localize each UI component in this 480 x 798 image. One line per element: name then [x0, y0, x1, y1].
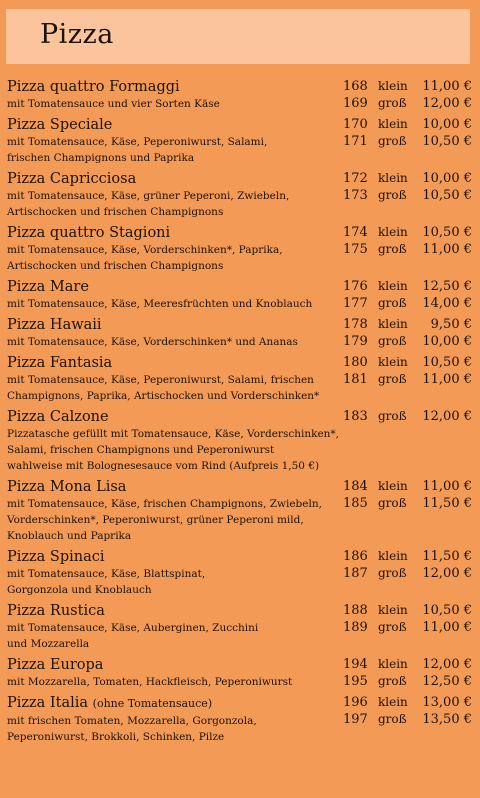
item-size: klein [378, 657, 408, 671]
price-row [338, 409, 472, 426]
menu-item [0, 354, 480, 404]
item-name-text: Pizza quattro Formaggi [7, 79, 180, 95]
item-name-text: Pizza Capricciosa [7, 171, 137, 187]
item-description: mit Tomatensauce, Käse, Peperoniwurst, Salami, [7, 136, 268, 148]
item-size: groß [378, 96, 407, 110]
item-number: 189 [343, 620, 368, 635]
price-row [338, 479, 472, 496]
price-row [338, 566, 472, 583]
item-prices [338, 317, 472, 351]
item-price: 14,00 € [422, 296, 472, 311]
price-row [338, 317, 472, 334]
item-size: klein [378, 317, 408, 331]
price-row [338, 712, 472, 729]
item-price: 10,00 € [422, 334, 472, 349]
item-size: groß [378, 620, 407, 634]
item-name-text: Pizza Hawaii [7, 317, 102, 333]
item-number: 181 [343, 372, 368, 387]
item-name-text: Pizza Italia [7, 695, 89, 711]
item-price: 11,00 € [422, 479, 472, 494]
item-number: 172 [343, 171, 368, 186]
item-prices [338, 171, 472, 205]
item-number: 175 [343, 242, 368, 257]
item-description: Salami, frischen Champignons und Peperoniwurst [7, 444, 275, 456]
item-number: 171 [343, 134, 368, 149]
price-row [338, 620, 472, 637]
item-description: mit Mozzarella, Tomaten, Hackfleisch, Peperoniwurst [7, 676, 293, 688]
item-description: mit Tomatensauce, Käse, Meeresfrüchten und Knoblauch [7, 298, 313, 310]
menu-item [0, 170, 480, 220]
item-description: Artischocken und frischen Champignons [7, 206, 224, 218]
price-row [338, 355, 472, 372]
item-description: Peperoniwurst, Brokkoli, Schinken, Pilze [7, 731, 225, 743]
price-row [338, 372, 472, 389]
item-size: klein [378, 225, 408, 239]
price-row [338, 225, 472, 242]
item-price: 10,00 € [422, 171, 472, 186]
item-number: 173 [343, 188, 368, 203]
item-price: 11,50 € [422, 496, 472, 511]
menu-item [0, 116, 480, 166]
item-number: 179 [343, 334, 368, 349]
item-prices [338, 695, 472, 729]
item-name-text: Pizza Fantasia [7, 355, 113, 371]
item-size: klein [378, 171, 408, 185]
price-row [338, 117, 472, 134]
price-row [338, 188, 472, 205]
menu-item [0, 224, 480, 274]
item-number: 168 [343, 79, 368, 94]
item-number: 170 [343, 117, 368, 132]
item-name-text: Pizza Spinaci [7, 549, 105, 565]
item-size: klein [378, 117, 408, 131]
item-description: mit Tomatensauce, Käse, grüner Peperoni, Zwiebeln, [7, 190, 290, 202]
price-row [338, 242, 472, 259]
item-size: klein [378, 549, 408, 563]
item-description: mit Tomatensauce, Käse, Vorderschinken*, Paprika, [7, 244, 283, 256]
price-row [338, 79, 472, 96]
item-description: mit Tomatensauce, Käse, Auberginen, Zucchini [7, 622, 259, 634]
item-size: groß [378, 409, 407, 423]
item-size: klein [378, 479, 408, 493]
item-description: mit Tomatensauce und vier Sorten Käse [7, 98, 220, 110]
item-size: groß [378, 296, 407, 310]
item-price: 10,50 € [422, 225, 472, 240]
item-description: und Mozzarella [7, 638, 90, 650]
item-size: groß [378, 496, 407, 510]
item-price: 12,00 € [422, 657, 472, 672]
item-price: 12,50 € [422, 279, 472, 294]
price-row [338, 334, 472, 351]
item-description: frischen Champignons und Paprika [7, 152, 195, 164]
item-name-text: Pizza Speciale [7, 117, 113, 133]
item-prices [338, 603, 472, 637]
page-title: Pizza [40, 19, 114, 50]
item-number: 188 [343, 603, 368, 618]
item-number: 174 [343, 225, 368, 240]
item-name-text: Pizza Rustica [7, 603, 105, 619]
item-price: 12,00 € [422, 566, 472, 581]
menu-item [0, 408, 480, 474]
item-size: klein [378, 603, 408, 617]
item-name-text: Pizza Mare [7, 279, 89, 295]
item-size: groß [378, 372, 407, 386]
item-size: groß [378, 566, 407, 580]
menu-header [6, 9, 470, 64]
item-description: mit Tomatensauce, Käse, Blattspinat, [7, 568, 206, 580]
price-row [338, 549, 472, 566]
item-number: 184 [343, 479, 368, 494]
item-description: Artischocken und frischen Champignons [7, 260, 224, 272]
item-number: 195 [343, 674, 368, 689]
item-name-text: Pizza quattro Stagioni [7, 225, 171, 241]
item-name-text: Pizza Mona Lisa [7, 479, 127, 495]
item-size: groß [378, 712, 407, 726]
item-prices [338, 657, 472, 691]
price-row [338, 603, 472, 620]
item-prices [338, 79, 472, 113]
menu-item [0, 316, 480, 350]
item-description: mit Tomatensauce, Käse, Vorderschinken* und Ananas [7, 336, 298, 348]
item-number: 178 [343, 317, 368, 332]
item-number: 185 [343, 496, 368, 511]
price-row [338, 171, 472, 188]
menu-item [0, 602, 480, 652]
item-prices [338, 549, 472, 583]
price-row [338, 279, 472, 296]
item-price: 11,00 € [422, 242, 472, 257]
item-size: klein [378, 279, 408, 293]
item-prices [338, 225, 472, 259]
price-row [338, 296, 472, 313]
item-price: 11,00 € [422, 620, 472, 635]
item-number: 197 [343, 712, 368, 727]
item-description: Pizzatasche gefüllt mit Tomatensauce, Käse, Vorderschinken*, [7, 428, 340, 440]
item-number: 196 [343, 695, 368, 710]
price-row [338, 657, 472, 674]
price-row [338, 496, 472, 513]
menu-item [0, 694, 480, 745]
item-description: Vorderschinken*, Peperoniwurst, grüner Peperoni mild, [7, 514, 304, 526]
item-description: Knoblauch und Paprika [7, 530, 132, 542]
pizza-menu-list [0, 78, 480, 749]
menu-item [0, 656, 480, 690]
item-prices [338, 479, 472, 513]
price-row [338, 134, 472, 151]
item-name-text: Pizza Europa [7, 657, 104, 673]
item-number: 180 [343, 355, 368, 370]
item-price: 10,50 € [422, 134, 472, 149]
item-number: 183 [343, 409, 368, 424]
price-row [338, 695, 472, 712]
item-price: 10,50 € [422, 603, 472, 618]
item-number: 177 [343, 296, 368, 311]
item-number: 169 [343, 96, 368, 111]
item-size: klein [378, 79, 408, 93]
item-size: groß [378, 334, 407, 348]
item-price: 11,50 € [422, 549, 472, 564]
item-description: Gorgonzola und Knoblauch [7, 584, 152, 596]
menu-item [0, 548, 480, 598]
item-name-text: Pizza Calzone [7, 409, 109, 425]
item-price: 12,50 € [422, 674, 472, 689]
item-number: 186 [343, 549, 368, 564]
item-size: groß [378, 242, 407, 256]
item-number: 194 [343, 657, 368, 672]
item-price: 11,00 € [422, 372, 472, 387]
item-description: mit Tomatensauce, Käse, Peperoniwurst, Salami, frischen [7, 374, 314, 386]
item-description: mit frischen Tomaten, Mozzarella, Gorgonzola, [7, 715, 257, 727]
item-size: klein [378, 695, 408, 709]
item-price: 10,00 € [422, 117, 472, 132]
item-price: 12,00 € [422, 96, 472, 111]
item-number: 187 [343, 566, 368, 581]
item-prices [338, 409, 472, 426]
item-price: 13,50 € [422, 712, 472, 727]
menu-item [0, 478, 480, 544]
item-size: groß [378, 188, 407, 202]
item-price: 12,00 € [422, 409, 472, 424]
menu-item [0, 78, 480, 112]
item-note: (ohne Tomatensauce) [92, 697, 213, 710]
price-row [338, 674, 472, 691]
item-price: 9,50 € [430, 317, 472, 332]
item-number: 176 [343, 279, 368, 294]
menu-item [0, 278, 480, 312]
item-price: 10,50 € [422, 355, 472, 370]
item-prices [338, 279, 472, 313]
price-row [338, 96, 472, 113]
item-price: 13,00 € [422, 695, 472, 710]
item-size: groß [378, 674, 407, 688]
item-prices [338, 117, 472, 151]
item-description: wahlweise mit Bolognesesauce vom Rind (Aufpreis 1,50 €) [7, 460, 320, 472]
item-description: mit Tomatensauce, Käse, frischen Champignons, Zwiebeln, [7, 498, 322, 510]
item-size: groß [378, 134, 407, 148]
item-price: 10,50 € [422, 188, 472, 203]
item-prices [338, 355, 472, 389]
item-price: 11,00 € [422, 79, 472, 94]
item-size: klein [378, 355, 408, 369]
item-description: Champignons, Paprika, Artischocken und Vorderschinken* [7, 390, 320, 402]
